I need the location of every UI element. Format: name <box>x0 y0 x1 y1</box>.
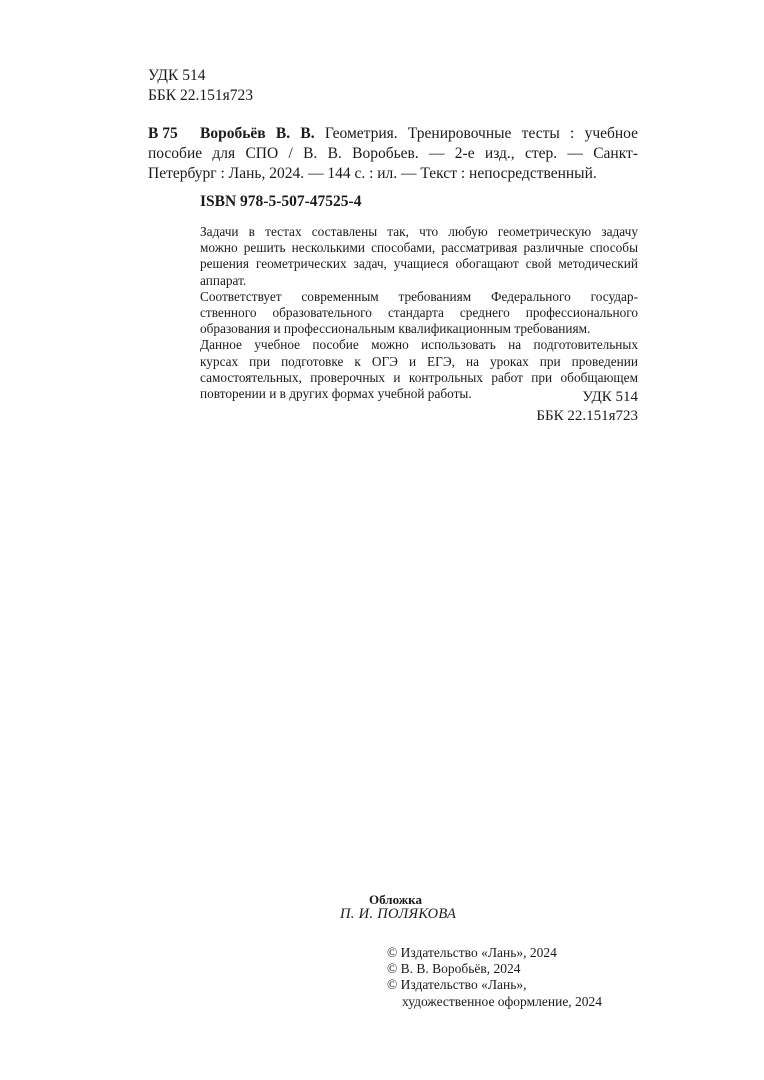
annotation-line: повторении и в других формах учебной работы. <box>200 386 472 402</box>
copyright-line: © Издательство «Лань», <box>387 977 527 993</box>
annotation-line: самостоятельных, проверочных и контрольных работ при обобщающем <box>200 369 638 385</box>
bibliographic-record <box>148 124 638 184</box>
udk-bottom-block <box>536 388 638 426</box>
annotation-paragraph-1 <box>200 224 638 289</box>
bib-line-3: Петербург : Лань, 2024. — 144 с. : ил. — Текст : непосредственный. <box>148 165 597 182</box>
annotation-line: курсах при подготовке к ОГЭ и ЕГЭ, на уроках при проведении <box>200 353 638 369</box>
copyright-block <box>387 945 602 1010</box>
cover-designer: П. И. ПОЛЯКОВА <box>340 906 457 922</box>
annotation-line: решения геометрических задач, учащиеся обогащают свой методический <box>200 256 638 272</box>
bib-line-2: пособие для СПО / В. В. Воробьев. — 2-е изд., стер. — Санкт- <box>148 145 638 162</box>
annotation-line: Соответствует современным требованиям Федерального государ- <box>200 288 638 304</box>
isbn: ISBN 978-5-507-47525-4 <box>200 193 362 210</box>
copyright-line: © Издательство «Лань», 2024 <box>387 945 557 960</box>
bbk-code-bottom: ББК 22.151я723 <box>536 408 638 424</box>
annotation-paragraph-2 <box>200 289 638 338</box>
bbk-code: ББК 22.151я723 <box>148 87 254 104</box>
annotation-line: Задачи в тестах составлены так, что любую геометрическую задачу <box>200 224 638 239</box>
author-name: Воробьёв В. В. <box>200 125 315 142</box>
bib-line-1-text: Геометрия. Тренировочные тесты : учебное <box>324 125 638 142</box>
udk-code-bottom: УДК 514 <box>582 389 638 405</box>
annotation <box>200 224 638 402</box>
annotation-line: можно решить несколькими способами, рассматривая различные способы <box>200 240 638 256</box>
annotation-line: Данное учебное пособие можно использовать на подготовительных <box>200 337 638 353</box>
cover-label: Обложка <box>369 892 422 907</box>
udk-code: УДК 514 <box>148 67 206 84</box>
copyright-line: художественное оформление, 2024 <box>402 993 603 1009</box>
copyright-line: © В. В. Воробьёв, 2024 <box>387 961 521 977</box>
annotation-line: образования и профессиональным квалификационным требованиям. <box>200 321 591 337</box>
annotation-line: ственного образовательного стандарта среднего профессионального <box>200 305 638 321</box>
bib-line-1 <box>200 124 638 144</box>
author-mark: В 75 <box>148 125 178 142</box>
udk-top-block <box>148 66 253 106</box>
annotation-line: аппарат. <box>200 272 247 288</box>
